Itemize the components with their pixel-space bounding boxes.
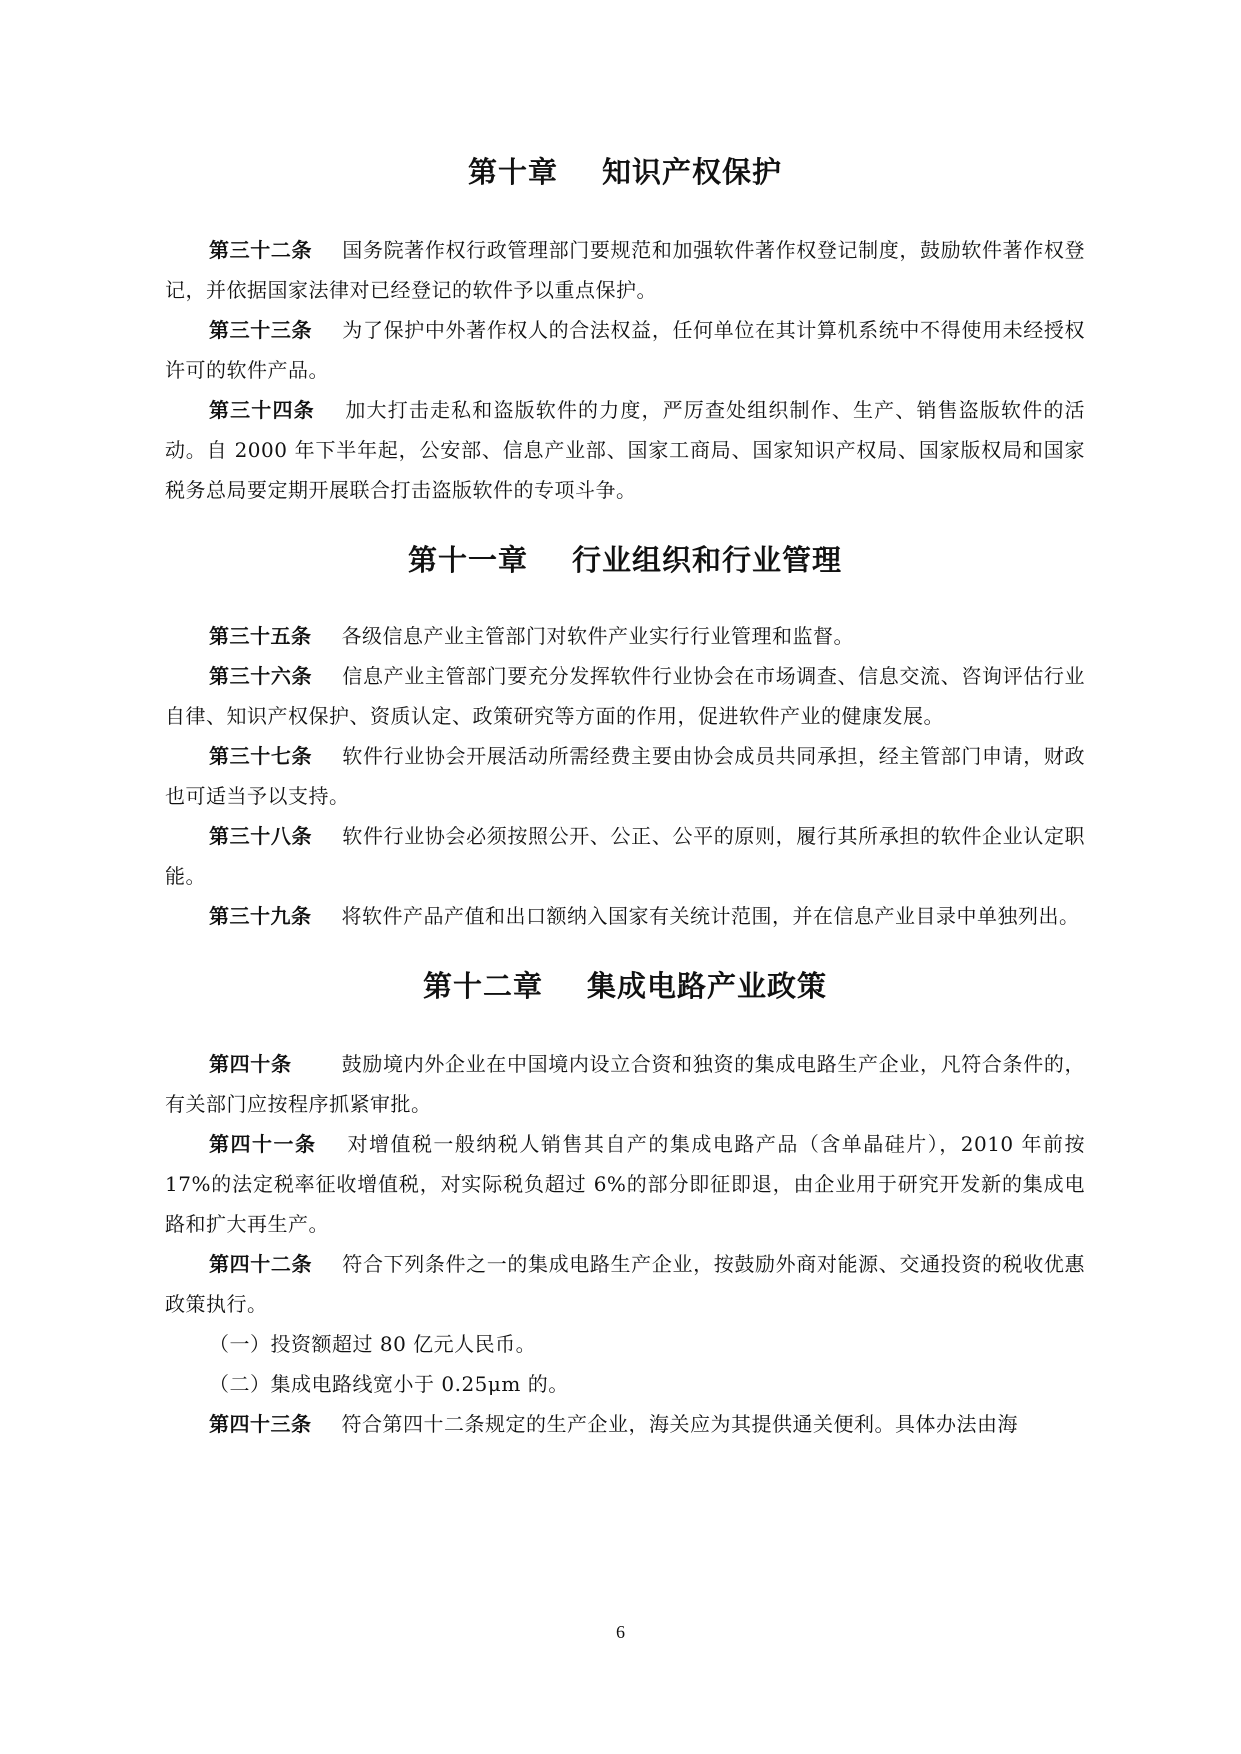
article-text: 加大打击走私和盗版软件的力度，严厉查处组织制作、生产、销售盗版软件的活动。自 2000 年下半年起，公安部、信息产业部、国家工商局、国家知识产权局、国家版权局和国家税务总局要定期开展联合打击盗版软件的专项斗争。 — [165, 398, 1085, 502]
article-number: 第三十二条 — [209, 238, 313, 262]
article — [165, 310, 1085, 390]
article-text: 国务院著作权行政管理部门要规范和加强软件著作权登记制度，鼓励软件著作权登记，并依据国家法律对已经登记的软件予以重点保护。 — [165, 238, 1086, 302]
chapter-heading — [165, 538, 1085, 582]
chapter-title: 知识产权保护 — [602, 155, 783, 189]
chapter-heading — [165, 150, 1085, 194]
article — [165, 896, 1085, 936]
chapter-heading — [165, 964, 1085, 1008]
article-text: 对增值税一般纳税人销售其自产的集成电路产品（含单晶硅片），2010 年前按 17%的法定税率征收增值税，对实际税负超过 6%的部分即征即退，由企业用于研究开发新的集成电路和扩大再生产。 — [165, 1132, 1085, 1236]
article-number: 第三十五条 — [209, 624, 312, 648]
article — [165, 1124, 1085, 1244]
article-text: 软件行业协会必须按照公开、公正、公平的原则，履行其所承担的软件企业认定职能。 — [165, 824, 1086, 888]
article-number: 第三十九条 — [209, 904, 312, 928]
article — [165, 816, 1085, 896]
article — [165, 736, 1085, 816]
article-text: 软件行业协会开展活动所需经费主要由协会成员共同承担，经主管部门申请，财政也可适当予以支持。 — [165, 744, 1086, 808]
article-number: 第三十六条 — [209, 664, 313, 688]
article — [165, 390, 1085, 510]
article-number: 第四十二条 — [209, 1252, 313, 1276]
article-text: 符合下列条件之一的集成电路生产企业，按鼓励外商对能源、交通投资的税收优惠政策执行。 — [165, 1252, 1086, 1316]
article — [165, 616, 1085, 656]
article-number: 第三十三条 — [209, 318, 313, 342]
chapter-title: 行业组织和行业管理 — [572, 543, 843, 577]
page-content — [165, 150, 1085, 1444]
list-item: （一）投资额超过 80 亿元人民币。 — [209, 1332, 537, 1356]
article — [165, 230, 1085, 310]
article-text: 为了保护中外著作权人的合法权益，任何单位在其计算机系统中不得使用未经授权许可的软件产品。 — [165, 318, 1086, 382]
list-item: （二）集成电路线宽小于 0.25μm 的。 — [209, 1372, 569, 1396]
article-number: 第三十四条 — [209, 398, 315, 422]
article-number: 第三十七条 — [209, 744, 313, 768]
article — [165, 1044, 1085, 1124]
article-number: 第四十三条 — [209, 1412, 312, 1436]
chapter-title: 集成电路产业政策 — [587, 969, 828, 1003]
article-number: 第四十条 — [209, 1052, 292, 1076]
article — [165, 656, 1085, 736]
chapter-number: 第十章 — [467, 155, 558, 189]
article-text: 将软件产品产值和出口额纳入国家有关统计范围，并在信息产业目录中单独列出。 — [341, 904, 1080, 928]
article-text: 符合第四十二条规定的生产企业，海关应为其提供通关便利。具体办法由海 — [341, 1412, 1018, 1436]
article-number: 第四十一条 — [209, 1132, 317, 1156]
article-text: 信息产业主管部门要充分发挥软件行业协会在市场调查、信息交流、咨询评估行业自律、知识产权保护、资质认定、政策研究等方面的作用，促进软件产业的健康发展。 — [165, 664, 1086, 728]
article-text: 各级信息产业主管部门对软件产业实行行业管理和监督。 — [341, 624, 854, 648]
article — [165, 1404, 1085, 1444]
chapter-number: 第十一章 — [407, 543, 528, 577]
article-text: 鼓励境内外企业在中国境内设立合资和独资的集成电路生产企业，凡符合条件的，有关部门应按程序抓紧审批。 — [165, 1052, 1086, 1116]
page-number: 6 — [616, 1622, 625, 1642]
article-number: 第三十八条 — [209, 824, 313, 848]
article — [165, 1244, 1085, 1324]
chapter-number: 第十二章 — [422, 969, 543, 1003]
